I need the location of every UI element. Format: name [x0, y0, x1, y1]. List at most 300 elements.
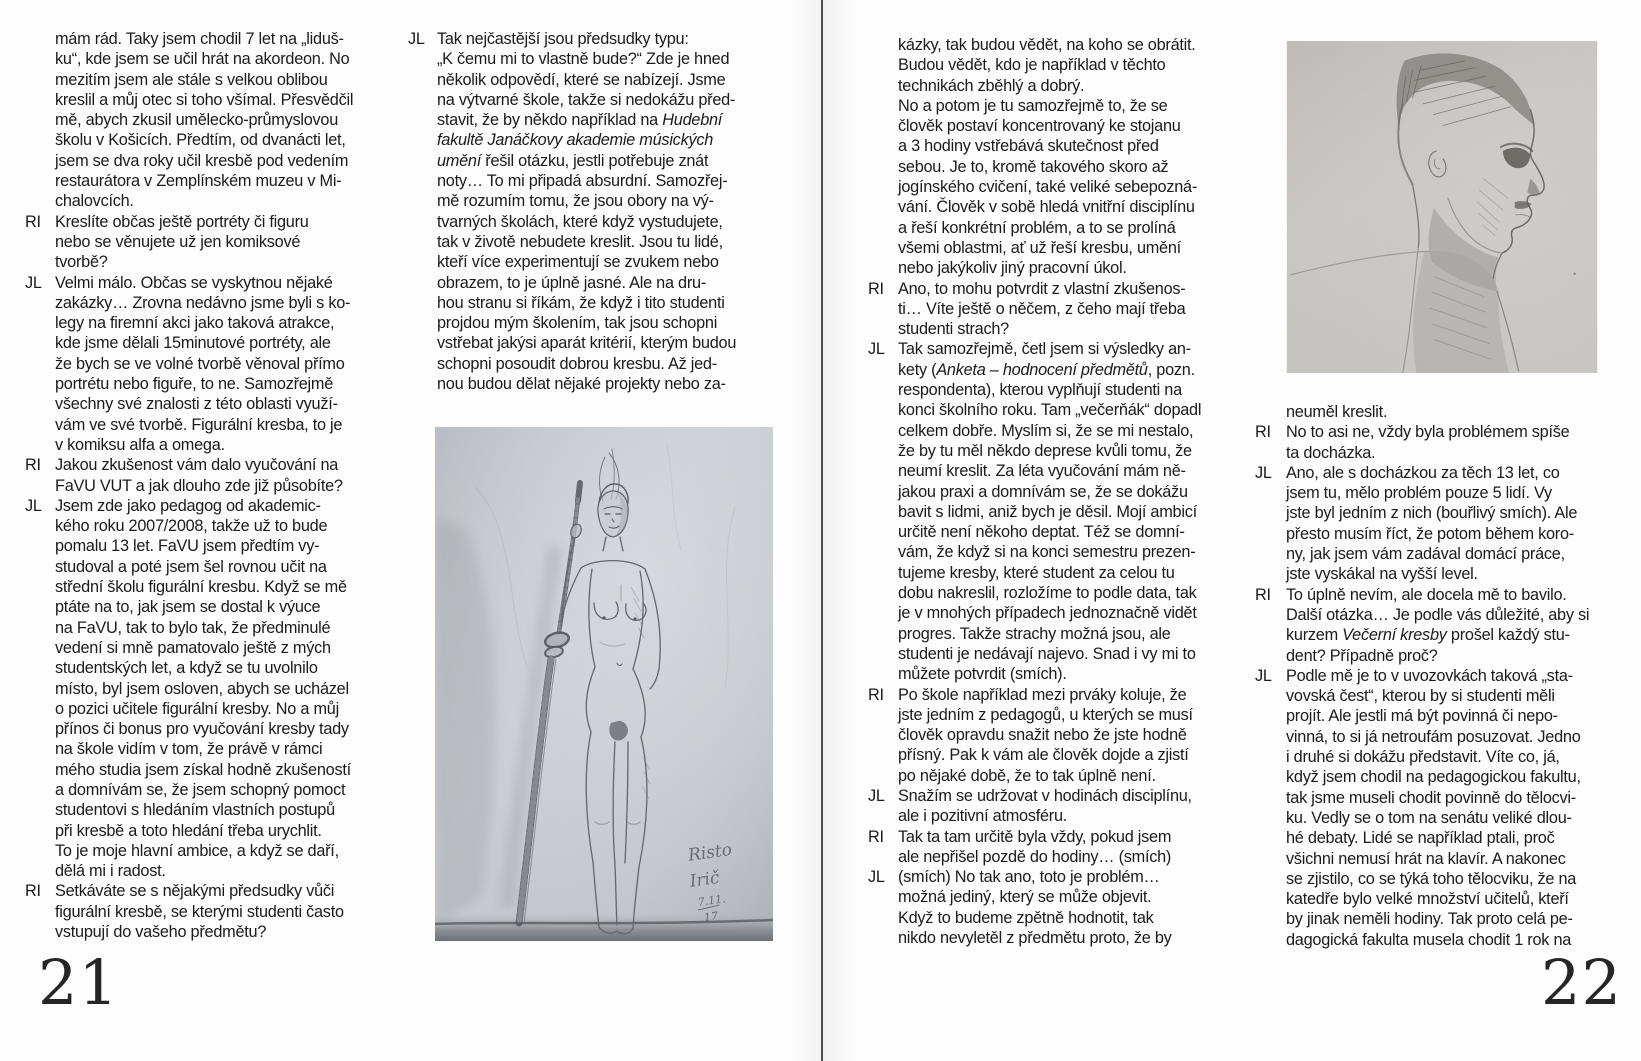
transcript-text: nou budou dělat nějaké projekty nebo za- — [437, 375, 726, 394]
transcript-text: kde jsme dělali 15minutové portréty, ale — [55, 334, 331, 353]
transcript-line — [1255, 747, 1589, 767]
transcript-line — [1255, 706, 1589, 726]
speaker-label — [25, 232, 55, 252]
speaker-label — [25, 49, 55, 69]
transcript-line — [25, 800, 353, 820]
transcript-line — [868, 136, 1201, 156]
transcript-text: Když to budeme zpětně hodnotit, tak — [898, 908, 1154, 927]
speaker-label — [868, 563, 898, 583]
speaker-label — [1255, 402, 1286, 422]
transcript-text: obrazem, to je úplně jasné. Ale na dru- — [437, 273, 707, 292]
transcript-text: To je moje hlavní ambice, a když se daří, — [55, 841, 339, 860]
transcript-text: mezitím jsem ale stále s velkou oblibou — [55, 70, 328, 89]
transcript-line — [868, 482, 1201, 502]
transcript-text: Budou vědět, kdo je například v těchto — [898, 56, 1166, 75]
speaker-label — [25, 293, 55, 313]
speaker-label — [868, 299, 898, 319]
transcript-line — [868, 441, 1201, 461]
transcript-text: noty… To mi připadá absurdní. Samozřej- — [437, 172, 728, 191]
transcript-line — [408, 191, 736, 211]
transcript-line — [868, 664, 1201, 684]
transcript-line — [868, 238, 1201, 258]
figure-drawing-image — [435, 427, 773, 941]
transcript-line — [868, 685, 1201, 705]
transcript-text: hou stranu si říkám, že když i tito studenti — [437, 293, 725, 312]
transcript-text: vinná, to si já netroufám posuzovat. Jedno — [1286, 727, 1581, 746]
transcript-line — [25, 110, 353, 130]
transcript-line — [408, 151, 736, 171]
speaker-label — [408, 110, 437, 130]
speaker-label — [868, 96, 898, 116]
transcript-line — [868, 35, 1201, 55]
speaker-label — [408, 130, 437, 150]
transcript-text: ta docházka. — [1286, 443, 1376, 462]
transcript-line — [408, 90, 736, 110]
speaker-label — [868, 847, 898, 867]
transcript-text: dent? Případně proč? — [1286, 646, 1438, 665]
transcript-text: Další otázka… Je podle vás důležité, aby si — [1286, 605, 1590, 624]
portrait-drawing-image — [1282, 41, 1602, 373]
transcript-text: střední školu figurální kresbu. Když se mě — [55, 578, 347, 597]
transcript-text: vstupují do vašeho předmětu? — [55, 923, 267, 942]
transcript-text: na FaVU, tak to bylo tak, že předminulé — [55, 618, 331, 637]
transcript-text: tak v životě nebudete kreslit. Jsou tu lidé, — [437, 232, 723, 251]
transcript-line — [868, 725, 1201, 745]
transcript-text: jsem se dva roky učil kresbě pod vedením — [55, 151, 349, 170]
transcript-text: sebou. Je to, kromě takového skoro až — [898, 157, 1169, 176]
transcript-text: Jakou zkušenost vám dalo vyučování na — [55, 456, 339, 475]
speaker-label — [868, 583, 898, 603]
transcript-line — [868, 299, 1201, 319]
transcript-line — [868, 218, 1201, 238]
transcript-line — [408, 212, 736, 232]
transcript-text: po nějaké době, že to tak úplně není. — [898, 766, 1156, 785]
transcript-line — [25, 476, 353, 496]
speaker-label: RI — [1255, 423, 1271, 442]
transcript-text: dělá mi i radost. — [55, 862, 166, 881]
transcript-text: vovská čest“, kterou by si studenti měli — [1286, 687, 1555, 706]
speaker-label: RI — [1255, 585, 1271, 604]
speaker-label: JL — [868, 868, 885, 887]
speaker-label — [25, 29, 55, 49]
transcript-text: respondenta), kterou vyplňují studenti na — [898, 381, 1182, 400]
speaker-label — [1255, 849, 1286, 869]
transcript-text: Ano, to mohu potvrdit z vlastní zkušenos- — [898, 279, 1186, 298]
speaker-label: JL — [1255, 463, 1272, 482]
speaker-label — [868, 238, 898, 258]
transcript-line — [1255, 788, 1589, 808]
transcript-line — [868, 177, 1201, 197]
transcript-text: jste byl jedním z nich (bouřlivý smích). Ale — [1286, 504, 1578, 523]
transcript-line — [1255, 930, 1589, 950]
transcript-line — [408, 130, 736, 150]
speaker-label — [408, 313, 437, 333]
transcript-line — [25, 232, 353, 252]
speaker-label — [868, 766, 898, 786]
transcript-text: neumí kreslit. Za léta vyučování mám ně- — [898, 462, 1186, 481]
transcript-line — [868, 96, 1201, 116]
speaker-label — [1255, 605, 1286, 625]
transcript-text: Setkáváte se s nějakými předsudky vůči — [55, 882, 335, 901]
transcript-text: studentských let, a když se tu uvolnilo — [55, 659, 318, 678]
transcript-line — [408, 232, 736, 252]
transcript-line — [1255, 849, 1589, 869]
signature-date-top: 7.11. — [696, 892, 727, 909]
transcript-line — [868, 745, 1201, 765]
speaker-label — [25, 902, 55, 922]
transcript-text: kázky, tak budou vědět, na koho se obrátit. — [898, 36, 1196, 54]
speaker-label: RI — [25, 212, 41, 231]
transcript-line — [1255, 605, 1589, 625]
transcript-text: pomalu 13 let. FaVU jsem předtím vy- — [55, 537, 320, 556]
transcript-text: fakultě Janáčkovy akademie músických — [437, 131, 714, 150]
transcript-line — [868, 461, 1201, 481]
transcript-line — [25, 679, 353, 699]
speaker-label — [408, 293, 437, 313]
speaker-label: JL — [25, 496, 42, 515]
speaker-label — [408, 171, 437, 191]
transcript-text: konci školního roku. Tam „večerňák“ dopadl — [898, 401, 1202, 420]
transcript-text: možná jediný, který se může objevit. — [898, 888, 1152, 907]
speaker-label — [868, 928, 898, 948]
transcript-text: legy na firemní akci jako taková atrakce, — [55, 314, 335, 333]
transcript-text: určitě není někoho deptat. Též se domní- — [898, 523, 1185, 542]
speaker-label: JL — [868, 786, 885, 805]
transcript-line — [1255, 544, 1589, 564]
speaker-label — [1255, 483, 1286, 503]
transcript-line — [25, 902, 353, 922]
speaker-label — [25, 699, 55, 719]
transcript-line — [1255, 422, 1589, 442]
transcript-text: a řeší konkrétní problém, a to se prolíná — [898, 218, 1176, 237]
speaker-label — [868, 380, 898, 400]
transcript-line — [408, 273, 736, 293]
transcript-line — [1255, 808, 1589, 828]
transcript-line — [25, 212, 353, 232]
transcript-line — [868, 76, 1201, 96]
page-number-21: 21 — [38, 946, 119, 1019]
speaker-label — [25, 719, 55, 739]
speaker-label — [868, 319, 898, 339]
transcript-text: i druhé si dokážu představit. Víte co, já, — [1286, 748, 1560, 767]
transcript-text: vám, že když si na konci semestru prezen- — [898, 543, 1196, 562]
transcript-text: neuměl kreslit. — [1286, 403, 1388, 421]
transcript-column-1 — [25, 29, 353, 942]
speaker-label — [25, 110, 55, 130]
speaker-label — [25, 638, 55, 658]
speaker-label — [25, 333, 55, 353]
speaker-label — [25, 760, 55, 780]
speaker-label — [1255, 564, 1286, 584]
speaker-label — [1255, 686, 1286, 706]
transcript-text: Velmi málo. Občas se vyskytnou nějaké — [55, 273, 333, 292]
transcript-line — [868, 197, 1201, 217]
transcript-text: kurzem Večerní kresby prošel každý stu- — [1286, 626, 1570, 645]
transcript-text: tujeme kresby, které student za celou tu — [898, 563, 1175, 582]
transcript-text: No to asi ne, vždy byla problémem spíše — [1286, 423, 1570, 442]
speaker-label — [868, 603, 898, 623]
transcript-text: člověk postaví koncentrovaný ke stojanu — [898, 117, 1181, 136]
speaker-label — [25, 739, 55, 759]
transcript-line — [868, 867, 1201, 887]
transcript-line — [868, 522, 1201, 542]
transcript-line — [25, 455, 353, 475]
transcript-line — [25, 739, 353, 759]
speaker-label — [868, 441, 898, 461]
transcript-line — [408, 110, 736, 130]
transcript-line — [868, 339, 1201, 359]
speaker-label — [25, 354, 55, 374]
transcript-text: studenti strach? — [898, 320, 1009, 339]
speaker-label — [868, 35, 898, 55]
speaker-label — [1255, 869, 1286, 889]
transcript-line — [25, 435, 353, 455]
transcript-line — [25, 841, 353, 861]
transcript-text: (smích) No tak ano, toto je problém… — [898, 868, 1160, 887]
speaker-label — [1255, 909, 1286, 929]
transcript-text: Kreslíte občas ještě portréty či figuru — [55, 212, 309, 231]
transcript-column-4 — [1255, 402, 1589, 950]
transcript-line — [25, 536, 353, 556]
transcript-text: katedře bylo velké množství učitelů, kteří — [1286, 890, 1569, 909]
page-number-22: 22 — [1541, 946, 1622, 1019]
transcript-text: projít. Ale jestli má být povinná či nepo- — [1286, 707, 1558, 726]
transcript-line — [408, 293, 736, 313]
transcript-line — [25, 29, 353, 49]
transcript-text: je v mnohých případech jednoznačně vidět — [898, 604, 1197, 623]
speaker-label: JL — [408, 30, 425, 48]
speaker-label — [868, 218, 898, 238]
transcript-text: několik odpovědí, které se nabízejí. Jsme — [437, 70, 726, 89]
transcript-text: jogínského cvičení, také veliké sebepozná- — [898, 178, 1198, 197]
speaker-label — [1255, 747, 1286, 767]
speaker-label — [25, 780, 55, 800]
speaker-label — [25, 374, 55, 394]
transcript-text: všechny své znalosti z této oblasti využí- — [55, 395, 338, 414]
speaker-label — [408, 232, 437, 252]
speaker-label — [25, 800, 55, 820]
speaker-label — [25, 171, 55, 191]
speaker-label — [25, 577, 55, 597]
transcript-text: nikdo nevyletěl z předmětu proto, že by — [898, 929, 1172, 948]
transcript-line — [408, 171, 736, 191]
transcript-column-2 — [408, 29, 736, 394]
speaker-label — [1255, 930, 1286, 950]
transcript-text: No a potom je tu samozřejmě to, že se — [898, 96, 1168, 115]
speaker-label — [1255, 788, 1286, 808]
transcript-text: To úplně nevím, ale docela mě to bavilo. — [1286, 585, 1567, 604]
transcript-text: přísný. Pak k vám ale člověk dojde a zjistí — [898, 746, 1189, 765]
speaker-label — [868, 482, 898, 502]
speaker-label — [1255, 646, 1286, 666]
speaker-label — [868, 136, 898, 156]
speaker-label — [868, 644, 898, 664]
transcript-text: by jinak neměli hodiny. Tak proto celá pe- — [1286, 910, 1573, 929]
transcript-line — [25, 171, 353, 191]
transcript-line — [868, 279, 1201, 299]
transcript-line — [25, 273, 353, 293]
speaker-label — [408, 90, 437, 110]
transcript-line — [1255, 463, 1589, 483]
speaker-label — [408, 273, 437, 293]
transcript-line — [25, 699, 353, 719]
transcript-line — [1255, 869, 1589, 889]
transcript-text: mého studia jsem získal hodně zkušeností — [55, 760, 351, 779]
transcript-text: studoval a poté jsem šel rovnou učit na — [55, 557, 327, 576]
transcript-line — [25, 557, 353, 577]
transcript-text: zakázky… Zrovna nedávno jsme byli s ko- — [55, 293, 351, 312]
speaker-label — [868, 55, 898, 75]
speaker-label — [868, 542, 898, 562]
speaker-label — [1255, 503, 1286, 523]
transcript-text: se zjistilo, co se týká toho tělocviku, že na — [1286, 869, 1577, 888]
transcript-text: Snažím se udržovat v hodinách disciplínu, — [898, 786, 1192, 805]
transcript-text: v komiksu alfa a omega. — [55, 435, 225, 454]
transcript-line — [25, 49, 353, 69]
transcript-text: FaVU VUT a jak dlouho zde již působíte? — [55, 476, 343, 495]
transcript-line — [868, 786, 1201, 806]
transcript-line — [25, 658, 353, 678]
transcript-line — [25, 516, 353, 536]
speaker-label — [25, 90, 55, 110]
transcript-line — [25, 821, 353, 841]
transcript-line — [868, 400, 1201, 420]
speaker-label — [868, 400, 898, 420]
speaker-label — [25, 679, 55, 699]
speaker-label — [868, 705, 898, 725]
transcript-text: jakou praxi a domnívám se, že se dokážu — [898, 482, 1188, 501]
transcript-text: že bych se ve volné tvorbě věnoval přímo — [55, 354, 345, 373]
transcript-line — [25, 354, 353, 374]
transcript-text: všichni nemusí hrát na klavír. A nakonec — [1286, 849, 1566, 868]
transcript-text: progres. Takže strachy možná jsou, ale — [898, 624, 1171, 643]
speaker-label — [25, 191, 55, 211]
transcript-text: přesto musím říct, že potom během koro- — [1286, 524, 1574, 543]
speaker-label — [1255, 625, 1286, 645]
transcript-text: ny, jak jsem vám zadával domácí práce, — [1286, 545, 1565, 564]
speaker-label — [868, 908, 898, 928]
speaker-label — [1255, 808, 1286, 828]
transcript-text: umění řešil otázku, jestli potřebuje znát — [437, 151, 709, 170]
speaker-label — [25, 394, 55, 414]
speaker-label — [25, 252, 55, 272]
speaker-label: RI — [868, 685, 884, 704]
speaker-label — [25, 597, 55, 617]
transcript-line — [408, 354, 736, 374]
transcript-line — [1255, 767, 1589, 787]
transcript-text: při kresbě a toto hledání třeba urychlit. — [55, 821, 322, 840]
speaker-label: RI — [868, 279, 884, 298]
transcript-line — [868, 360, 1201, 380]
gutter-shadow-left — [790, 0, 821, 1061]
transcript-line — [408, 29, 736, 49]
speaker-label — [25, 151, 55, 171]
transcript-text: studenti je nedávají najevo. Snad i vy mi to — [898, 644, 1196, 663]
transcript-text: kreslil a můj otec si toho všímal. Přesvědčil — [55, 90, 354, 109]
speaker-label — [868, 76, 898, 96]
transcript-text: bavit s lidmi, aniž bych je děsil. Mojí ambicí — [898, 502, 1197, 521]
speaker-label — [1255, 544, 1286, 564]
signature-date-bottom: 17 — [703, 909, 719, 925]
speaker-label — [868, 624, 898, 644]
signature-name-line1: Risto — [686, 839, 734, 866]
speaker-label: JL — [868, 340, 885, 359]
transcript-line — [25, 638, 353, 658]
transcript-line — [1255, 524, 1589, 544]
signature-name-line2: Irič — [688, 867, 721, 892]
transcript-line — [1255, 666, 1589, 686]
transcript-line — [25, 90, 353, 110]
transcript-text: tak jsme museli chodit povinně do tělocvi- — [1286, 788, 1576, 807]
transcript-text: studentovi s hledáním vlastních postupů — [55, 801, 335, 820]
speaker-label: RI — [25, 882, 41, 901]
speaker-label — [868, 116, 898, 136]
transcript-text: celkem dobře. Myslím si, že se mi nestalo, — [898, 421, 1194, 440]
transcript-text: nebo jakýkoliv jiný pracovní úkol. — [898, 259, 1127, 278]
transcript-text: o pozici učitele figurální kresby. No a můj — [55, 699, 339, 718]
speaker-label — [408, 252, 437, 272]
speaker-label — [1255, 889, 1286, 909]
transcript-text: mě, abych zkusil umělecko-průmyslovou — [55, 111, 339, 130]
speaker-label — [868, 360, 898, 380]
transcript-text: restaurátora v Zemplínském muzeu v Mi- — [55, 172, 342, 191]
speaker-label — [1255, 828, 1286, 848]
speaker-label — [25, 922, 55, 942]
transcript-line — [1255, 828, 1589, 848]
transcript-text: mě rozumím tomu, že jsou obory na vý- — [437, 192, 714, 211]
speaker-label — [25, 658, 55, 678]
transcript-text: kety (Anketa – hodnocení předmětů, pozn. — [898, 360, 1195, 379]
speaker-label — [868, 522, 898, 542]
transcript-line — [408, 70, 736, 90]
transcript-text: dobu nakreslil, rozložíme to podle data, tak — [898, 584, 1197, 603]
transcript-text: jsem tu, mělo problém pouze 5 lidí. Vy — [1286, 484, 1552, 503]
transcript-line — [25, 70, 353, 90]
transcript-text: Podle mě je to v uvozovkách taková „sta- — [1286, 666, 1573, 685]
transcript-text: vám ve své tvorbě. Figurální kresba, to je — [55, 415, 343, 434]
transcript-line — [408, 333, 736, 353]
speaker-label — [25, 861, 55, 881]
transcript-line — [25, 881, 353, 901]
transcript-line — [868, 827, 1201, 847]
speaker-label — [868, 887, 898, 907]
transcript-line — [25, 577, 353, 597]
speaker-label — [25, 841, 55, 861]
transcript-text: projdou mým školením, tak jsou schopni — [437, 314, 718, 333]
transcript-line — [25, 252, 353, 272]
transcript-line — [868, 258, 1201, 278]
speaker-label — [868, 806, 898, 826]
transcript-text: Tak samozřejmě, četl jsem si výsledky an- — [898, 340, 1191, 359]
transcript-line — [868, 542, 1201, 562]
transcript-text: ptáte na to, jak jsem se dostal k výuce — [55, 598, 321, 617]
speaker-label: RI — [868, 827, 884, 846]
transcript-line — [868, 806, 1201, 826]
transcript-line — [868, 705, 1201, 725]
transcript-text: hé debaty. Lidé se například ptali, proč — [1286, 829, 1555, 848]
speaker-label — [1255, 767, 1286, 787]
transcript-text: dagogická fakulta musela chodit 1 rok na — [1286, 930, 1572, 949]
transcript-line — [868, 908, 1201, 928]
transcript-text: technikách zběhlý a dobrý. — [898, 76, 1085, 95]
transcript-line — [1255, 727, 1589, 747]
speaker-label — [25, 70, 55, 90]
transcript-line — [868, 380, 1201, 400]
transcript-line — [25, 922, 353, 942]
transcript-line — [408, 252, 736, 272]
speaker-label — [25, 516, 55, 536]
transcript-text: kteří více experimentují se zvukem nebo — [437, 253, 719, 272]
